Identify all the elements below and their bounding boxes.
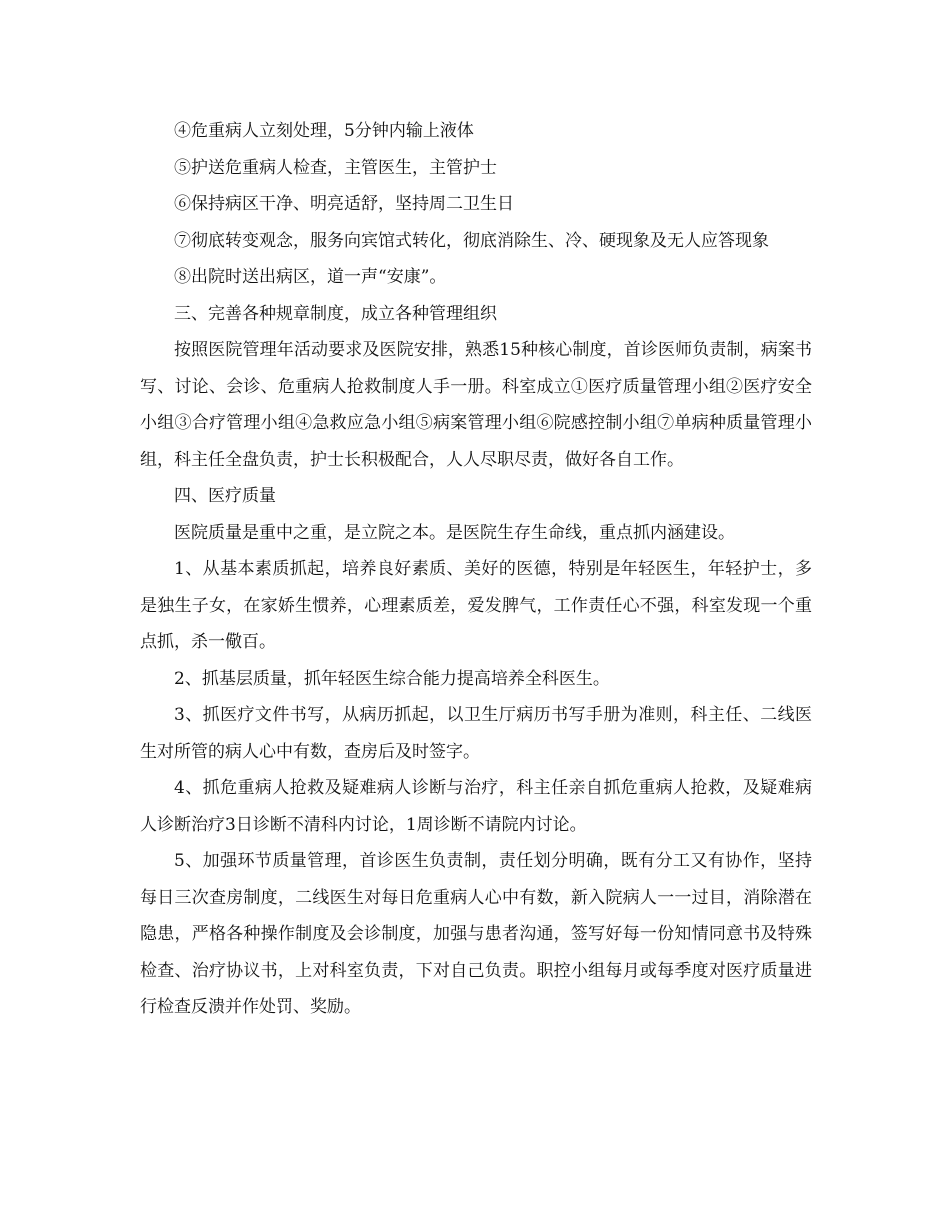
section-heading-regulations: 三、完善各种规章制度，成立各种管理组织 (174, 303, 497, 324)
paragraph-regulations: 按照医院管理年活动要求及医院安排，熟悉15种核心制度，首诊医师负责制，病案书写、讨论、会诊、危重病人抢救制度人手一册。科室成立①医疗质量管理小组②医疗安全小组③合疗管理小组④急救应急小组⑤病案管理小组⑥院感控制小组⑦单病种质量管理小组，科主任全盘负责，护士长积极配合，人人尽职尽责，做好各自工作。 (140, 340, 812, 470)
paragraph-quality-2: 2、抓基层质量，抓年轻医生综合能力提高培养全科医生。 (174, 668, 610, 689)
paragraph-quality-5: 5、加强环节质量管理，首诊医生负责制，责任划分明确，既有分工又有协作，坚持每日三次查房制度，二线医生对每日危重病人心中有数，新入院病人一一过目，消除潜在隐患，严格各种操作制度及会诊制度，加强与患者沟通，签写好每一份知情同意书及特殊检查、治疗协议书，上对科室负责，下对自己负责。职控小组每月或每季度对医疗质量进行检查反溃并作处罚、奖励。 (140, 851, 812, 1017)
paragraph-quality-4: 4、抓危重病人抢救及疑难病人诊断与治疗，科主任亲自抓危重病人抢救，及疑难病人诊断治疗3日诊断不清科内讨论，1周诊断不请院内讨论。 (140, 778, 812, 835)
paragraph-item-5: ⑤护送危重病人检查，主管医生，主管护士 (174, 157, 497, 178)
paragraph-item-8: ⑧出院时送出病区，道一声“安康”。 (174, 267, 447, 287)
paragraph-quality-3: 3、抓医疗文件书写，从病历抓起，以卫生厅病历书写手册为准则，科主任、二线医生对所管的病人心中有数，查房后及时签字。 (140, 705, 812, 762)
paragraph-quality-intro: 医院质量是重中之重，是立院之本。是医院生存生命线，重点抓内涵建设。 (174, 522, 735, 543)
paragraph-item-6: ⑥保持病区干净、明亮适舒，坚持周二卫生日 (174, 194, 514, 214)
paragraph-item-7: ⑦彻底转变观念，服务向宾馆式转化，彻底消除生、冷、硬现象及无人应答现象 (174, 230, 769, 251)
paragraph-item-4: ④危重病人立刻处理，5分钟内输上液体 (174, 121, 474, 141)
document-body (140, 113, 812, 1026)
section-heading-medical-quality: 四、医疗质量 (174, 486, 276, 506)
paragraph-quality-1: 1、从基本素质抓起，培养良好素质、美好的医德，特别是年轻医生，年轻护士，多是独生子女，在家娇生惯养，心理素质差，爱发脾气，工作责任心不强，科室发现一个重点抓，杀一儆百。 (140, 559, 812, 652)
